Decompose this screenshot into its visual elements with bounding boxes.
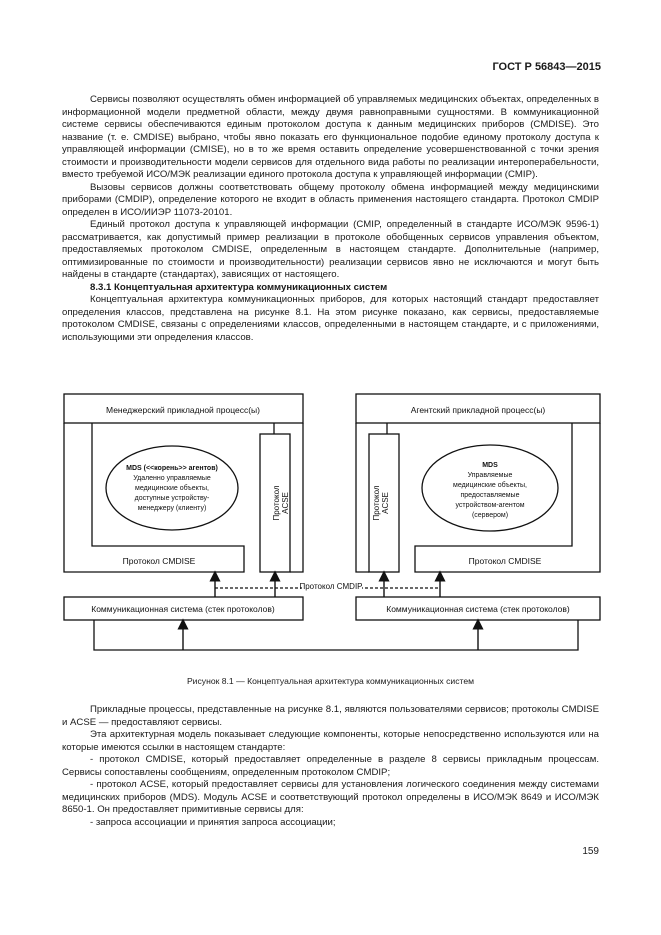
right-cmdise-label: Протокол CMDISE: [468, 556, 542, 566]
paragraph-processes: Прикладные процессы, представленные на рисунке 8.1, являются пользователями сервисов; протоколы CMDISE и ACSE — предоставляют сервисы.: [62, 704, 599, 728]
left-manager-side: [64, 394, 303, 620]
paragraph-architecture: Концептуальная архитектура коммуникационных приборов, для которых настоящий стандарт предоставляет определения классов, представлена на рисунке 8.1. На этом рисунке показано, как сервисы, предоставляемые протоколом CMDISE, связаны с определениями классов, определенными в настоящем стандарте, и с приложениями, использующими эти определения классов.: [62, 294, 599, 343]
list-item-acse: - протокол ACSE, который предоставляет сервисы для установления логического соединения между системами медицинских приборов (MDS). Модуль ACSE и соответствующий протокол определены в ИСО/МЭК 8649 и ИСО/МЭК 8650-1. Он предоставляет примитивные сервисы для:: [62, 779, 599, 815]
paragraph-cmdip: Вызовы сервисов должны соответствовать общему протоколу обмена информацией между медицинскими приборами (CMDIP), определение которого не входит в область применения настоящего стандарта. Протокол CMDIP определен в ИСО/ИИЭР 11073-20101.: [62, 181, 599, 218]
body-text-bottom: [62, 704, 599, 829]
bottom-connection-line: [94, 620, 578, 650]
figure-caption: Рисунок 8.1 — Концептуальная архитектура коммуникационных систем: [186, 676, 475, 686]
right-mds-line: (сервером): [471, 512, 509, 519]
left-acse-label: ACSE: [281, 492, 290, 514]
paragraph-components: Эта архитектурная модель показывает следующие компоненты, которые непосредственно используются или на которые имеются ссылки в настоящем стандарте:: [62, 729, 599, 753]
left-acse-label: Протокол: [272, 485, 281, 521]
section-heading: 8.3.1 Концептуальная архитектура коммуникационных систем: [90, 281, 388, 293]
paragraph-services: Сервисы позволяют осуществлять обмен информацией об управляемых медицинских объектах, определенных в информационной модели предметной области, между двумя равноправными сущностями. В коммуникационной системе сервисы обеспечиваются единым протоколом доступа к данным медицинских приборов (CMDISE). Это название (т. е. CMDISE) выбрано, чтобы явно показать его функциональное подобие единому протоколу доступа к управляющей информации (CMISE), но в то же время оставить определение усовершенствованной с точки зрения стоимости и производительности модели сервисов для отдельного вида работы по реализации интероперабельности, вместо требуемой ИСО/МЭК реализации единого протокола доступа к управляющей информации (CMIP).: [62, 94, 599, 180]
left-mds-line: MDS (<<корень>> агентов): [126, 465, 218, 472]
right-process-label: Агентский прикладной процесс(ы): [410, 405, 546, 415]
left-mds-line: Удаленно управляемые: [133, 475, 211, 482]
right-mds-line: устройством-агентом: [455, 502, 525, 509]
left-process-label: Менеджерский прикладной процесс(ы): [106, 405, 260, 415]
list-item-association: - запроса ассоциации и принятия запроса ассоциации;: [90, 816, 336, 828]
right-acse-label: ACSE: [381, 492, 390, 514]
right-comm-label: Коммуникационная система (стек протоколов): [386, 604, 570, 614]
paragraph-cmip: Единый протокол доступа к управляющей информации (CMIP, определенный в стандарте ИСО/МЭК 9596-1) рассматривается, как допустимый пример реализации в протоколе обобщенных сервисов управления объектом, предоставляемых протоколом CMDISE, определенным в настоящем стандарте. Дополнительные (например, оптимизированные по стоимости и производительности) реализации сервисов явно не исключаются и могут быть найдены в стандарте (стандартах), зависящих от настоящего.: [62, 219, 599, 280]
right-mds-line: медицинские объекты,: [453, 482, 527, 489]
list-item-cmdise: - протокол CMDISE, который предоставляет определенные в разделе 8 сервисы прикладным процессам. Сервисы сопоставлены сообщениям, определенным протоколом CMDIP;: [62, 754, 599, 778]
left-comm-label: Коммуникационная система (стек протоколов): [91, 604, 275, 614]
right-acse-label: Протокол: [372, 485, 381, 521]
page-number: 159: [582, 846, 599, 857]
right-mds-line: MDS: [482, 462, 498, 469]
left-cmdise-label: Протокол CMDISE: [122, 556, 196, 566]
right-mds-line: предоставляемые: [460, 492, 520, 499]
cmdip-label: Протокол CMDIP: [299, 582, 363, 591]
right-mds-line: Управляемые: [467, 472, 513, 479]
left-mds-line: менеджеру (клиенту): [137, 505, 207, 512]
left-mds-line: доступные устройству-: [134, 495, 210, 502]
left-mds-line: медицинские объекты,: [135, 485, 209, 492]
right-agent-side: [356, 394, 600, 620]
document-id-header: ГОСТ Р 56843—2015: [492, 61, 601, 73]
